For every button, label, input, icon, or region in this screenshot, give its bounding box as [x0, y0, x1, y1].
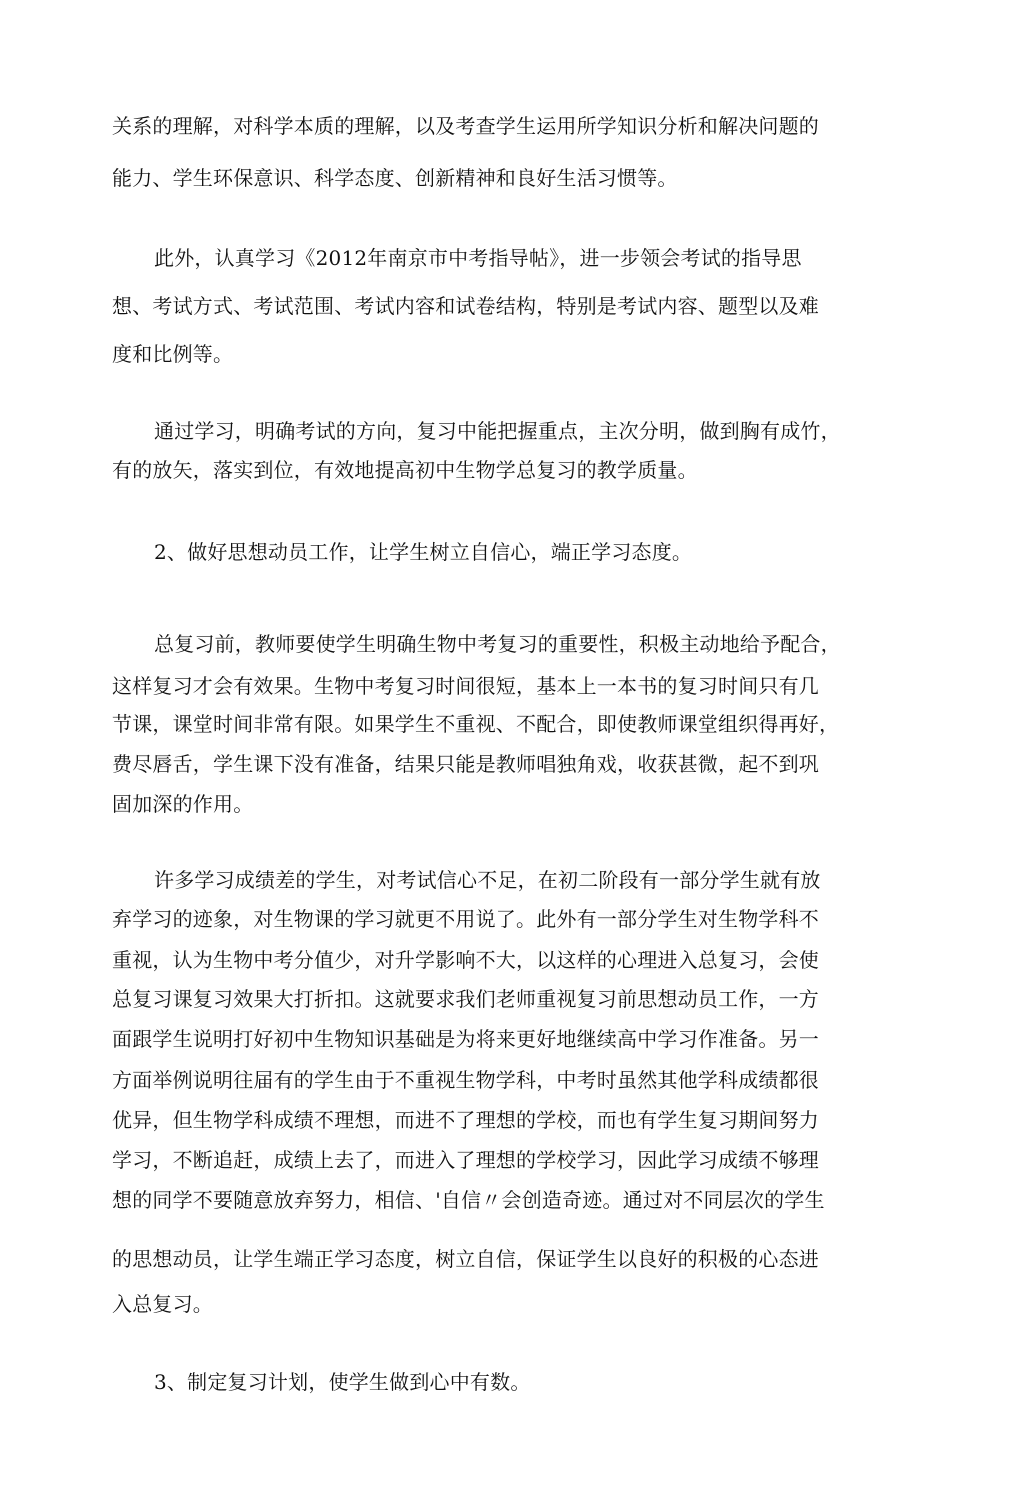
text-line: 许多学习成绩差的学生，对考试信心不足，在初二阶段有一部分学生就有放 [154, 868, 821, 892]
text-line: 想、考试方式、考试范围、考试内容和试卷结构，特别是考试内容、题型以及难 [112, 294, 819, 318]
section-heading: 2、做好思想动员工作，让学生树立自信心，端正学习态度。 [154, 540, 693, 564]
text-line: 总复习前，教师要使学生明确生物中考复习的重要性，积极主动地给予配合， [154, 632, 841, 656]
text-line: 优异，但生物学科成绩不理想，而进不了理想的学校，而也有学生复习期间努力 [112, 1108, 819, 1132]
section-heading: 3、制定复习计划，使学生做到心中有数。 [154, 1370, 531, 1394]
text-line: 这样复习才会有效果。生物中考复习时间很短，基本上一本书的复习时间只有几 [112, 674, 819, 698]
text-line: 学习，不断追赶，成绩上去了，而进入了理想的学校学习，因此学习成绩不够理 [112, 1148, 819, 1172]
text-line: 总复习课复习效果大打折扣。这就要求我们老师重视复习前思想动员工作，一方 [112, 987, 819, 1011]
text-line: 重视，认为生物中考分值少，对升学影响不大，以这样的心理进入总复习，会使 [112, 948, 819, 972]
text-line: 入总复习。 [112, 1292, 213, 1316]
text-line: 有的放矢，落实到位，有效地提高初中生物学总复习的教学质量。 [112, 458, 698, 482]
text-line: 方面举例说明往届有的学生由于不重视生物学科，中考时虽然其他学科成绩都很 [112, 1068, 819, 1092]
text-line: 能力、学生环保意识、科学态度、创新精神和良好生活习惯等。 [112, 166, 678, 190]
text-line: 此外，认真学习《2012年南京市中考指导帖》，进一步领会考试的指导思 [154, 246, 802, 270]
text-line: 的思想动员，让学生端正学习态度，树立自信，保证学生以良好的积极的心态进 [112, 1247, 819, 1271]
text-line: 费尽唇舌，学生课下没有准备，结果只能是教师唱独角戏，收获甚微，起不到巩 [112, 752, 819, 776]
text-line: 弃学习的迹象，对生物课的学习就更不用说了。此外有一部分学生对生物学科不 [112, 907, 819, 931]
text-line: 面跟学生说明打好初中生物知识基础是为将来更好地继续高中学习作准备。另一 [112, 1027, 819, 1051]
text-line: 固加深的作用。 [112, 792, 254, 816]
text-line: 想的同学不要随意放弃努力，相信、'自信〃会创造奇迹。通过对不同层次的学生 [112, 1188, 825, 1212]
text-line: 节课，课堂时间非常有限。如果学生不重视、不配合，即使教师课堂组织得再好， [112, 712, 840, 736]
text-line: 通过学习，明确考试的方向，复习中能把握重点，主次分明，做到胸有成竹， [154, 419, 841, 443]
text-line: 关系的理解，对科学本质的理解，以及考查学生运用所学知识分析和解决问题的 [112, 114, 819, 138]
text-line: 度和比例等。 [112, 342, 234, 366]
